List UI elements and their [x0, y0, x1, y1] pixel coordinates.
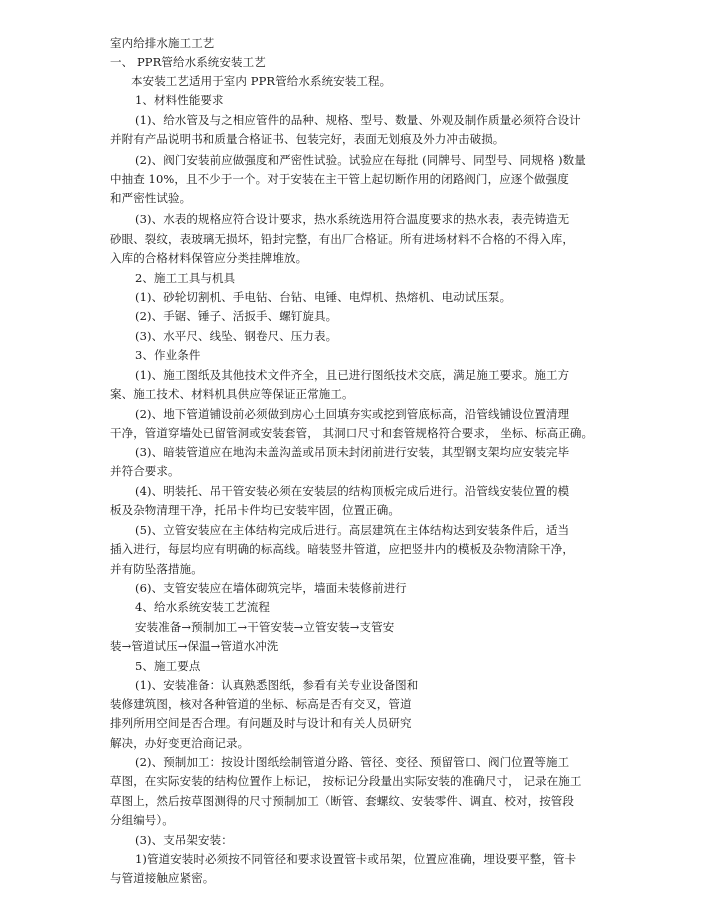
paragraph-line: (2)、手锯、锤子、活扳手、螺钉旋具。	[135, 309, 338, 323]
subheading: 4、给水系统安装工艺流程	[135, 600, 271, 614]
paragraph-line: (3)、暗装管道应在地沟未盖沟盖或吊顶未封闭前进行安装，其型钢支架均应安装完毕	[135, 445, 570, 459]
paragraph-line: (2)、阀门安装前应做强度和严密性试验。试验应在每批 (同牌号、同型号、同规格 )数量	[135, 153, 586, 167]
paragraph-line: 分组编号）。	[110, 813, 174, 827]
paragraph-line: (2)、地下管道铺设前必须做到房心土回填夯实或挖到管底标高，沿管线铺设位置清理	[135, 407, 570, 421]
paragraph-line: (1)、安装准备：认真熟悉图纸，参看有关专业设备图和	[135, 678, 419, 692]
paragraph-line: 与管道接触应紧密。	[110, 871, 215, 885]
paragraph-line: 解决，办好变更洽商记录。	[110, 736, 250, 750]
paragraph-line: 中抽查 10%，且不少于一个。对于安装在主干管上起切断作用的闭路阀门，应逐个做强度	[110, 172, 569, 186]
paragraph-line: 排列所用空间是否合理。有问题及时与设计和有关人员研究	[110, 716, 412, 730]
paragraph-line: 并符合要求。	[110, 464, 180, 478]
paragraph-line: 和严密性试验。	[110, 191, 192, 205]
paragraph-line: 案、施工技术、材料机具供应等保证正常施工。	[110, 387, 354, 401]
subheading: 5、施工要点	[135, 659, 201, 673]
subheading: 3、作业条件	[135, 348, 201, 362]
paragraph-line: (1)、给水管及与之相应管件的品种、规格、型号、数量、外观及制作质量必须符合设计	[135, 113, 581, 127]
paragraph-line: 干净，管道穿墙处已留管洞或安装套管， 其洞口尺寸和套管规格符合要求， 坐标、标高正确。	[110, 426, 594, 440]
subheading: 1、材料性能要求	[135, 93, 224, 107]
paragraph-line: 草图，在实际安装的结构位置作上标记， 按标记分段量出实际安装的准确尺寸， 记录在施工	[110, 774, 582, 788]
paragraph-line: (2)、预制加工：按设计图纸绘制管道分路、管径、变径、预留管口、阀门位置等施工	[135, 755, 570, 769]
paragraph-line: 安装准备→预制加工→干管安装→立管安装→支管安	[135, 620, 395, 634]
paragraph-line: 1)管道安装时必须按不同管径和要求设置管卡或吊架，位置应准确，埋设要平整，管卡	[135, 852, 577, 866]
section-heading: 一、 PPR管给水系统安装工艺	[110, 55, 266, 69]
paragraph-line: (4)、明装托、吊干管安装必须在安装层的结构顶板完成后进行。沿管线安装位置的模	[135, 484, 570, 498]
paragraph-line: (3)、支吊架安装：	[135, 833, 233, 847]
paragraph-line: (1)、砂轮切割机、手电钻、台钻、电锤、电焊机、热熔机、电动试压泵。	[135, 290, 512, 304]
paragraph-line: 装修建筑图，核对各种管道的坐标、标高是否有交叉，管道	[110, 697, 412, 711]
paragraph-line: (3)、水表的规格应符合设计要求，热水系统选用符合温度要求的热水表，表壳铸造无	[135, 212, 570, 226]
doc-title: 室内给排水施工工艺	[110, 36, 215, 50]
paragraph-line: 本安装工艺适用于室内 PPR管给水系统安装工程。	[131, 74, 392, 88]
paragraph-line: (1)、施工图纸及其他技术文件齐全，且已进行图纸技术交底，满足施工要求。施工方	[135, 368, 570, 382]
paragraph-line: 入库的合格材料保管应分类挂牌堆放。	[110, 251, 308, 265]
paragraph-line: 插入进行，每层均应有明确的标高线。暗装竖井管道，应把竖井内的模板及杂物清除干净，	[110, 542, 574, 556]
paragraph-line: 并有防坠落措施。	[110, 562, 203, 576]
paragraph-line: 草图上，然后按草图测得的尺寸预制加工（断管、套螺纹、安装零件、调直、校对，按管段	[110, 794, 574, 808]
paragraph-line: (6)、支管安装应在墙体砌筑完毕，墙面未装修前进行	[135, 581, 407, 595]
paragraph-line: 砂眼、裂纹，表玻璃无损坏，铅封完整，有出厂合格证。所有进场材料不合格的不得入库，	[110, 232, 574, 246]
paragraph-line: 并附有产品说明书和质量合格证书、包装完好，表面无划痕及外力冲击破损。	[110, 132, 505, 146]
subheading: 2、施工工具与机具	[135, 271, 236, 285]
paragraph-line: 板及杂物清理干净，托吊卡件均已安装牢固，位置正确。	[110, 503, 400, 517]
paragraph-line: (5)、立管安装应在主体结构完成后进行。高层建筑在主体结构达到安装条件后，适当	[135, 523, 570, 537]
paragraph-line: (3)、水平尺、线坠、钢卷尺、压力表。	[135, 329, 338, 343]
paragraph-line: 装→管道试压→保温→管道水冲洗	[110, 639, 279, 653]
